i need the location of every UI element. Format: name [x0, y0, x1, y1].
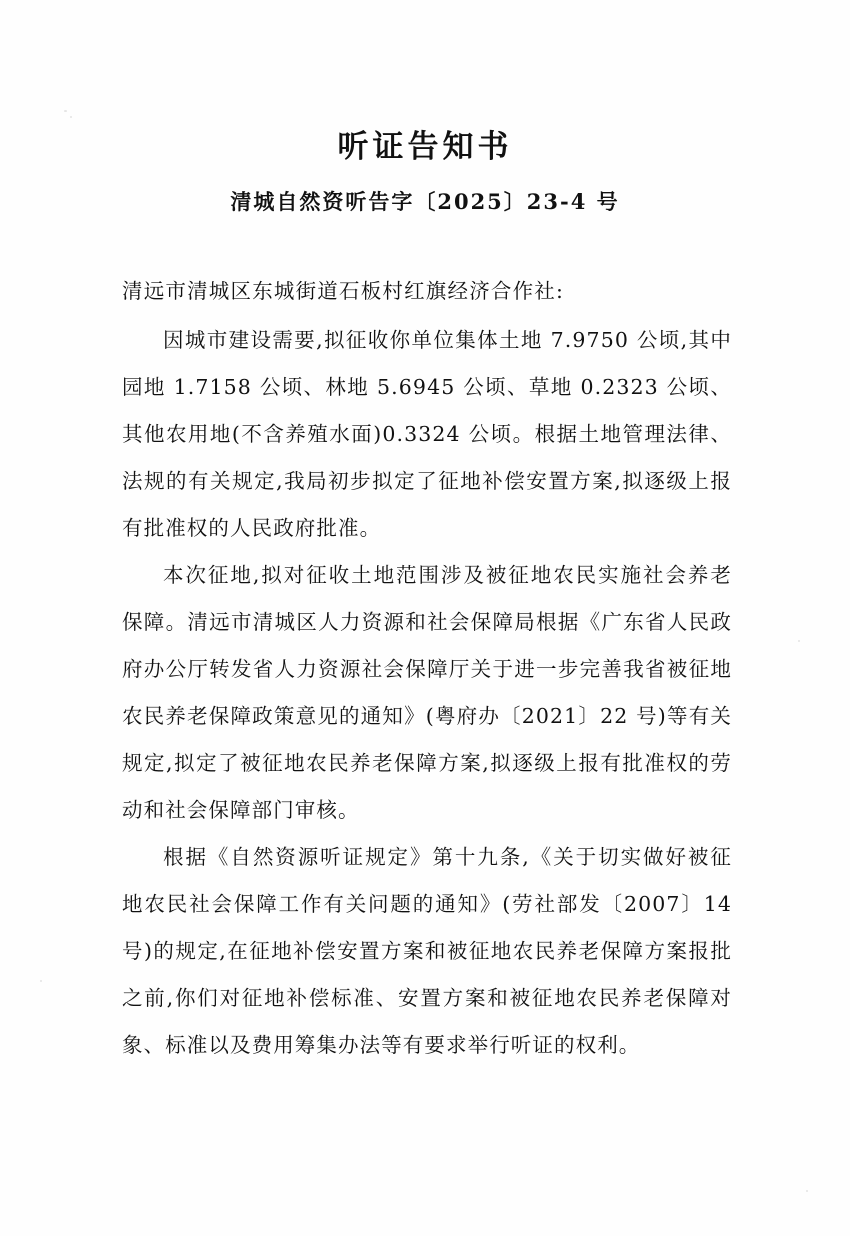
- paragraph-1: 因城市建设需要,拟征收你单位集体土地 7.9750 公顷,其中园地 1.7158 公顷、林地 5.6945 公顷、草地 0.2323 公顷、其他农用地(不含养殖水面)0.3324 公顷。根据土地管理法律、法规的有关规定,我局初步拟定了征地补偿安置方案,拟逐级上报有批准权的人民政府批准。: [122, 328, 732, 540]
- scan-speck: [798, 640, 800, 642]
- scan-speck: [70, 116, 72, 118]
- scan-speck: [806, 1190, 808, 1192]
- paragraph-3: 根据《自然资源听证规定》第十九条,《关于切实做好被征地农民社会保障工作有关问题的通知》(劳社部发〔2007〕14 号)的规定,在征地补偿安置方案和被征地农民养老保障方案报批之前,你们对征地补偿标准、安置方案和被征地农民养老保障对象、标准以及费用筹集办法等有要求举行听证的权利。: [122, 845, 732, 1057]
- salutation: 清远市清城区东城街道石板村红旗经济合作社:: [122, 279, 565, 303]
- document-body: [122, 268, 732, 1069]
- paragraph-2: 本次征地,拟对征收土地范围涉及被征地农民实施社会养老保障。清远市清城区人力资源和社会保障局根据《广东省人民政府办公厅转发省人力资源社会保障厅关于进一步完善我省被征地农民养老保障政策意见的通知》(粤府办〔2021〕22 号)等有关规定,拟定了被征地农民养老保障方案,拟逐级上报有批准权的劳动和社会保障部门审核。: [122, 563, 732, 822]
- scan-speck: [64, 110, 67, 112]
- page-title: 听证告知书: [337, 128, 513, 165]
- scan-speck: [40, 980, 42, 982]
- document-number: 清城自然资听告字〔2025〕23-4 号: [230, 189, 620, 214]
